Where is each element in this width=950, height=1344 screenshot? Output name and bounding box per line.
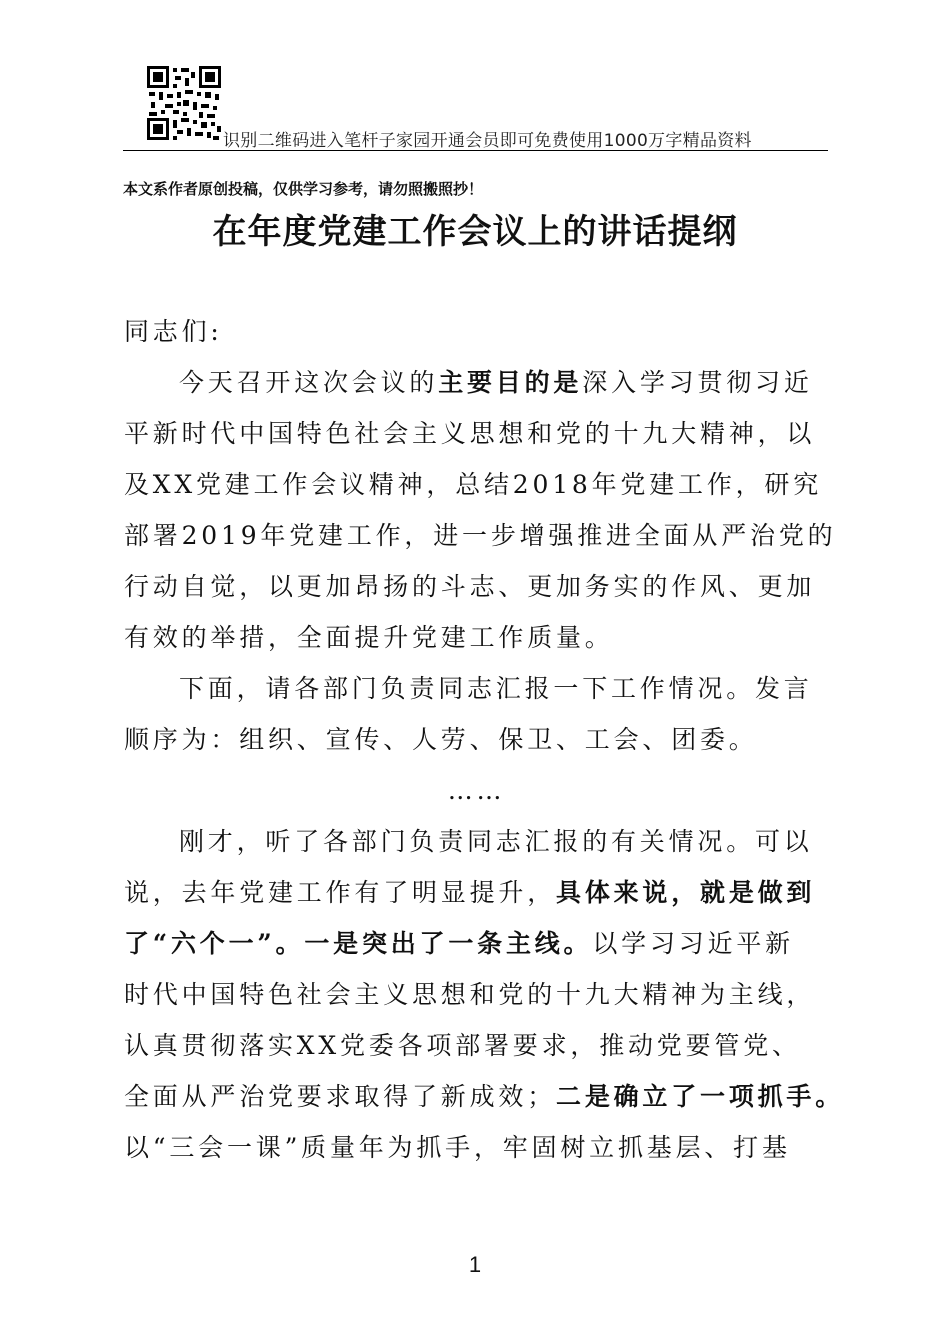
text-line (124, 408, 829, 459)
text-run: 平新时代中国特色社会主义思想和党的十九大精神，以 (124, 419, 816, 448)
text-line (124, 816, 829, 867)
text-line (124, 459, 829, 510)
document-body (124, 306, 845, 1173)
text-line (124, 918, 829, 969)
text-line (124, 714, 829, 765)
text-line (124, 969, 829, 1020)
text-run: 有效的举措，全面提升党建工作质量。 (124, 623, 614, 652)
text-run: 全面从严治党要求取得了新成效； (124, 1082, 557, 1111)
text-line (124, 561, 829, 612)
salutation: 同志们: (124, 317, 223, 346)
section-ellipsis (124, 765, 829, 816)
text-run: 部署2019年党建工作，进一步增强推进全面从严治党的 (124, 521, 837, 550)
bold-phrase: 主要目的是 (438, 368, 583, 397)
text-line (124, 867, 829, 918)
text-run: 及XX党建工作会议精神，总结2018年党建工作，研究 (124, 470, 823, 499)
copyright-notice: 本文系作者原创投稿，仅供学习参考，请勿照搬照抄！ (123, 180, 484, 198)
text-line (124, 510, 837, 561)
body-text (124, 357, 845, 1173)
header-promo-text: 识别二维码进入笔杆子家园开通会员即可免费使用1000万字精品资料 (223, 131, 752, 151)
qr-code-icon (147, 66, 221, 140)
text-run: …… (447, 776, 506, 805)
page-header (123, 66, 828, 152)
text-run: 顺序为：组织、宣传、人劳、保卫、工会、团委。 (124, 725, 758, 754)
text-run: 深入学习贯彻习近 (582, 368, 813, 397)
text-line (124, 612, 829, 663)
bold-phrase: 二是确立了一项抓手。 (556, 1082, 845, 1111)
bold-phrase: 具体来说，就是做到 (556, 878, 816, 907)
text-run: 说，去年党建工作有了明显提升， (124, 878, 557, 907)
text-run: 认真贯彻落实XX党委各项部署要求，推动党要管党、 (124, 1031, 801, 1060)
header-divider (123, 150, 828, 151)
text-run: 以学习习近平新 (592, 929, 794, 958)
text-run: 行动自觉，以更加昂扬的斗志、更加务实的作风、更加 (124, 572, 816, 601)
text-run: 时代中国特色社会主义思想和党的十九大精神为主线， (124, 980, 816, 1009)
text-line (124, 1020, 829, 1071)
page-number: 1 (468, 1252, 482, 1277)
bold-phrase: 了“六个一”。一是突出了一条主线。 (124, 929, 593, 958)
document-title: 在年度党建工作会议上的讲话提纲 (212, 212, 738, 252)
text-run: 以“三会一课”质量年为抓手，牢固树立抓基层、打基 (124, 1133, 791, 1162)
text-line (124, 1071, 845, 1122)
text-line (124, 1122, 829, 1173)
text-line (124, 663, 829, 714)
text-run: 今天召开这次会议的 (179, 368, 439, 397)
text-run: 刚才，听了各部门负责同志汇报的有关情况。可以 (179, 827, 813, 856)
text-line (124, 357, 829, 408)
text-run: 下面，请各部门负责同志汇报一下工作情况。发言 (179, 674, 813, 703)
